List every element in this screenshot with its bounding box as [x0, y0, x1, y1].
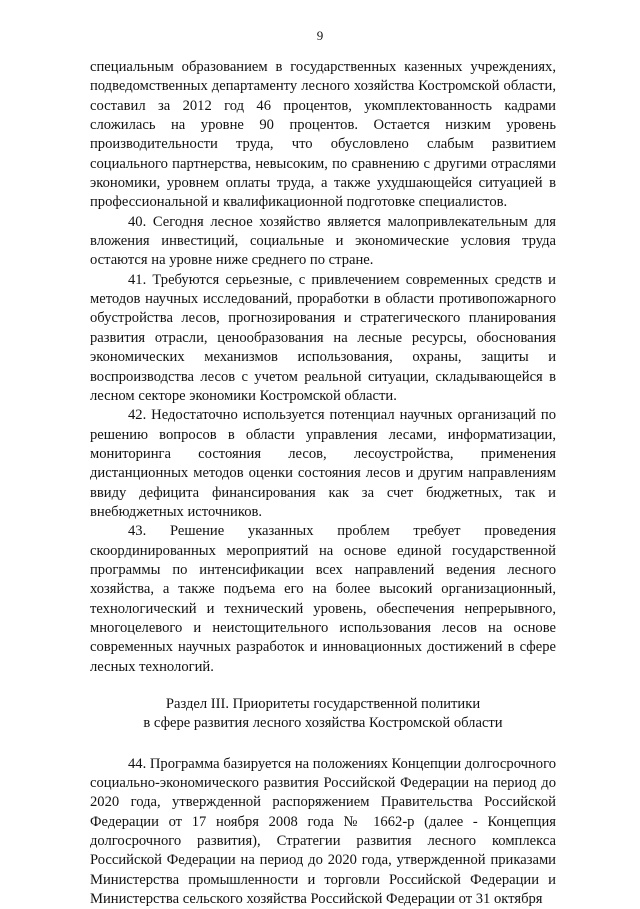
paragraph-44: 44. Программа базируется на положениях Концепции долгосрочного социально-экономического развития Российской Федерации на период до 2020 года, утвержденной распоряжением Правительства Российской Федерации от 17 ноября 2008 года № 1662-р (далее - Концепция долгосрочного развития), Стратегии развития лесного комплекса Российской Федерации на период до 2020 года, утвержденной приказами Министерства промышленности и торговли Российской Федерации и Министерства сельского хозяйства Российской Федерации от 31 октября [90, 755, 556, 908]
page-number: 9 [316, 28, 324, 43]
section-heading-line-1: Раздел III. Приоритеты государственной политики [165, 696, 481, 712]
paragraph-43: 43. Решение указанных проблем требует проведения скоординированных мероприятий на основе единой государственной программы по интенсификации всех направлений ведения лесного хозяйства, а также подъема его на более высокий организационный, технологический и технический уровень, обеспечения непрерывного, многоцелевого и неистощительного использования лесов на основе современных научных разработок и инновационных достижений в сфере лесных технологий. [90, 523, 556, 675]
paragraph-42: 42. Недостаточно используется потенциал научных организаций по решению вопросов в области управления лесами, информатизации, мониторинга состояния лесов, лесоустройства, применения дистанционных методов оценки состояния лесов и другим направлениям ввиду дефицита финансирования как за счет бюджетных, так и внебюджетных источников. [90, 407, 556, 520]
document-body [90, 58, 556, 909]
paragraph-continued: специальным образованием в государственных казенных учреждениях, подведомственных департаменту лесного хозяйства Костромской области, составил за 2012 год 46 процентов, укомплектованность кадрами сложилась на уровне 90 процентов. Остается низким уровень производительности труда, что обусловлено слабым развитием социального партнерства, невысоким, по сравнению с другими отраслями экономики, уровнем оплаты труда, а также ухудшающейся ситуацией в профессиональной и квалификационной подготовке специалистов. [90, 59, 556, 211]
paragraph-41: 41. Требуются серьезные, с привлечением современных средств и методов научных исследований, проработки в области противопожарного обустройства лесов, прогнозирования и стратегического планирования развития отрасли, ценообразования на лесные ресурсы, обоснования экономических механизмов использования, охраны, защиты и воспроизводства лесов с учетом реальной ситуации, складывающейся в лесном секторе экономики Костромской области. [90, 271, 556, 404]
section-heading [90, 695, 556, 734]
paragraph-40: 40. Сегодня лесное хозяйство является малопривлекательным для вложения инвестиций, социальные и экономические условия труда остаются на уровне ниже среднего по стране. [90, 213, 556, 269]
section-heading-line-2: в сфере развития лесного хозяйства Костромской области [143, 715, 503, 732]
